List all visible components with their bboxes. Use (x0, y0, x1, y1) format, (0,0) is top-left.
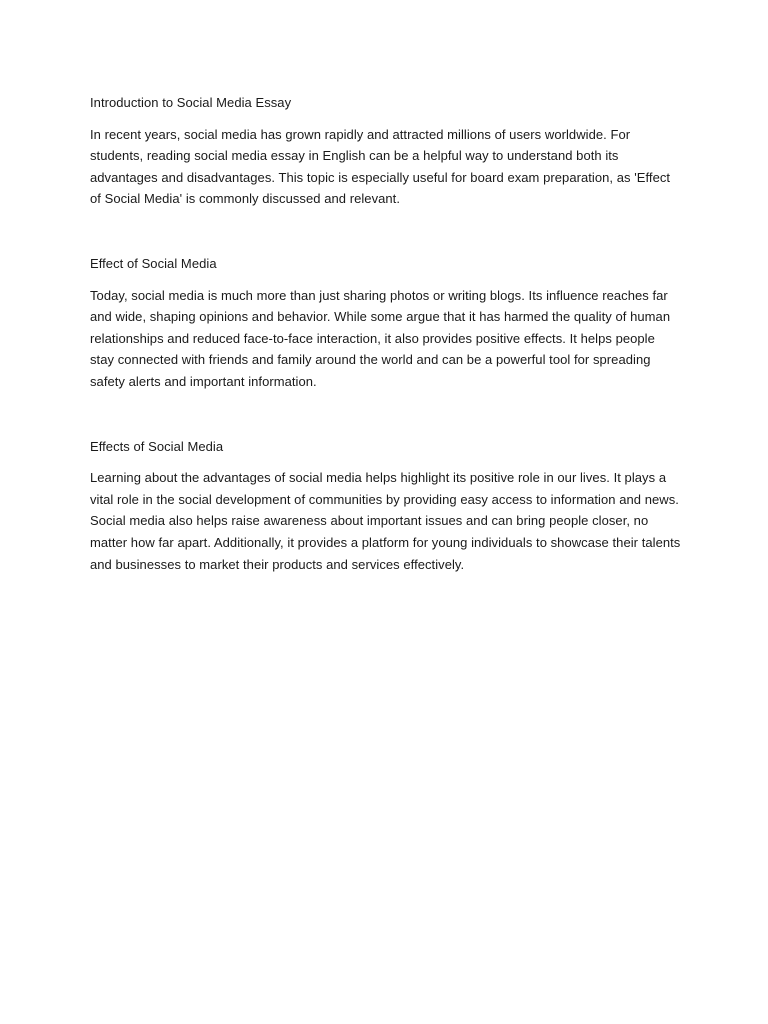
section-spacer (90, 210, 682, 253)
section-paragraph: Learning about the advantages of social media helps highlight its positive role in our lives. It plays a vital role in the social development of communities by providing easy access to information and news. Social media also helps raise awareness about important issues and can bring people closer, no matter how far apart. Additionally, it provides a platform for young individuals to showcase their talents and businesses to market their products and services effectively. (90, 470, 681, 572)
section-effects (90, 436, 682, 576)
section-effect (90, 253, 682, 393)
section-heading: Effect of Social Media (90, 255, 217, 271)
document-content (90, 92, 682, 575)
section-paragraph: In recent years, social media has grown rapidly and attracted millions of users worldwide. For students, reading social media essay in English can be a helpful way to understand both its advantages and disadvantages. This topic is especially useful for board exam preparation, as 'Effect of Social Media' is commonly discussed and relevant. (90, 126, 671, 207)
section-heading: Effects of Social Media (90, 438, 224, 454)
section-heading: Introduction to Social Media Essay (90, 95, 292, 110)
section-introduction (90, 92, 682, 210)
section-spacer (90, 393, 682, 436)
section-paragraph: Today, social media is much more than just sharing photos or writing blogs. Its influence reaches far and wide, shaping opinions and behavior. While some argue that it has harmed the quality of human relationships and reduced face-to-face interaction, it also provides positive effects. It helps people stay connected with friends and family around the world and can be a powerful tool for spreading safety alerts and important information. (90, 287, 671, 389)
